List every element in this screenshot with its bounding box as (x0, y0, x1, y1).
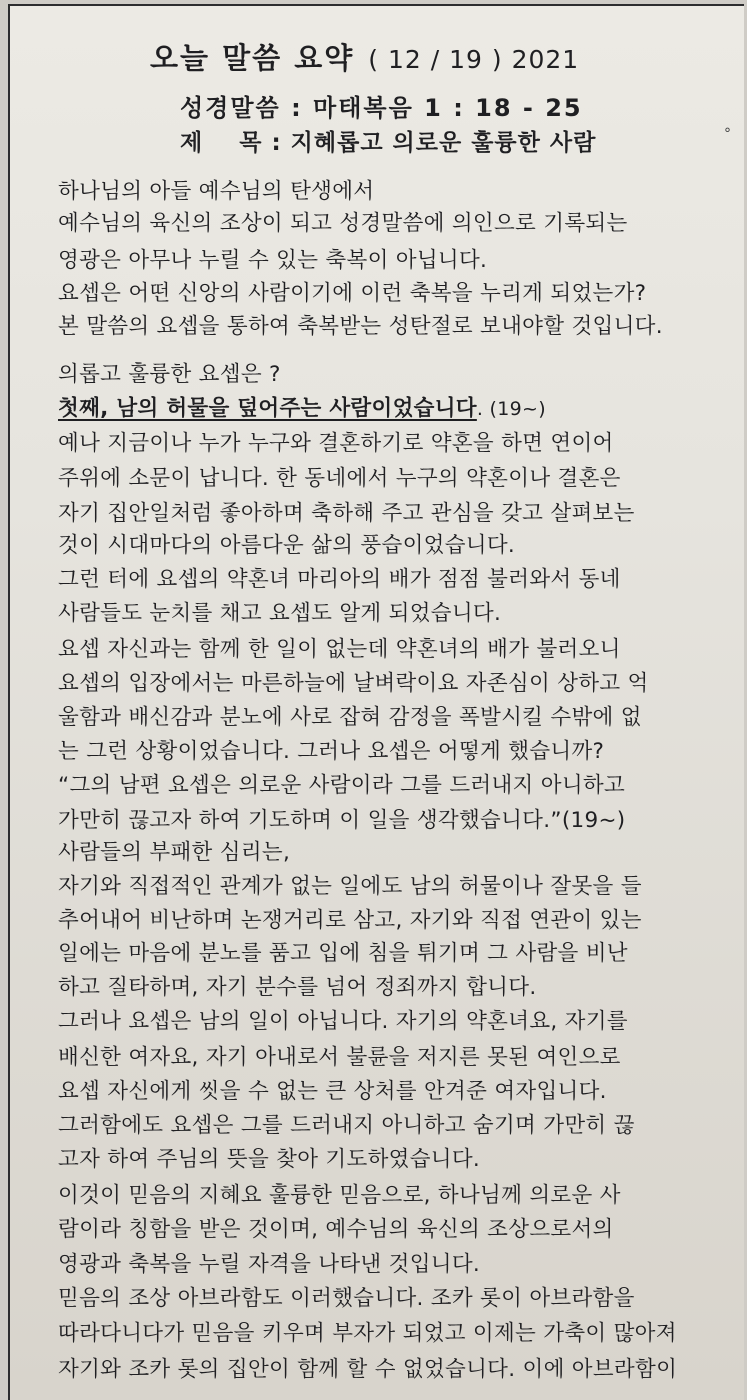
body-line: 믿음의 조상 아브라함도 이러했습니다. 조카 롯이 아브라함을 (58, 1286, 635, 1311)
body-line: 배신한 여자요, 자기 아내로서 불륜을 저지른 못된 여인으로 (58, 1045, 621, 1070)
body-line: 추어내어 비난하며 논쟁거리로 삼고, 자기와 직접 연관이 있는 (58, 908, 642, 933)
body-line: 이것이 믿음의 지혜요 훌륭한 믿음으로, 하나님께 의로운 사 (58, 1183, 621, 1208)
body-line: 자기 집안일처럼 좋아하며 축하해 주고 관심을 갖고 살펴보는 (58, 501, 635, 526)
body-line: 의롭고 훌륭한 요셉은 ? (58, 362, 281, 387)
body-line: 하고 질타하며, 자기 분수를 넘어 정죄까지 합니다. (58, 975, 537, 1000)
body-line: 것이 시대마다의 아름다운 삶의 풍습이었습니다. (58, 533, 516, 558)
body-line: 요셉 자신과는 함께 한 일이 없는데 약혼녀의 배가 불러오니 (58, 637, 621, 662)
body-line: 요셉의 입장에서는 마른하늘에 날벼락이요 자존심이 상하고 억 (58, 671, 649, 696)
body-line: 영광과 축복을 누릴 자격을 나타낸 것입니다. (58, 1252, 481, 1277)
body-line: 가만히 끊고자 하여 기도하며 이 일을 생각했습니다.”(19~) (58, 808, 626, 833)
bible-reference: 성경말씀 : 마태복음 1 : 18 - 25 (180, 94, 583, 122)
first-point-heading: 첫째, 남의 허물을 덮어주는 사람이었습니다 (58, 396, 477, 421)
body-line: 자기와 직접적인 관계가 없는 일에도 남의 허물이나 잘못을 들 (58, 874, 642, 899)
body-line: 본 말씀의 요셉을 통하여 축복받는 성탄절로 보내야할 것입니다. (58, 314, 663, 339)
body-line: 주위에 소문이 납니다. 한 동네에서 누구의 약혼이나 결혼은 (58, 466, 621, 491)
body-line: 사람들의 부패한 심리는, (58, 840, 291, 865)
body-line: 그러나 요셉은 남의 일이 아닙니다. 자기의 약혼녀요, 자기를 (58, 1009, 628, 1034)
body-line: 요셉은 어떤 신앙의 사람이기에 이런 축복을 누리게 되었는가? (58, 281, 647, 306)
body-line (58, 391, 546, 422)
body-line: “그의 남편 요셉은 의로운 사람이라 그를 드러내지 아니하고 (58, 773, 626, 798)
body-line: 하나님의 아들 예수님의 탄생에서 (58, 179, 375, 204)
page-title: 오늘 말씀 요약 (150, 41, 355, 75)
sermon-subject: 제 목 : 지혜롭고 의로운 훌륭한 사람 (180, 130, 597, 156)
title-row (150, 36, 670, 76)
body-line: 예나 지금이나 누가 누구와 결혼하기로 약혼을 하면 연이어 (58, 431, 614, 456)
body-line: 고자 하여 주님의 뜻을 찾아 기도하였습니다. (58, 1147, 481, 1172)
body-line: 그러함에도 요셉은 그를 드러내지 아니하고 숨기며 가만히 끊 (58, 1113, 635, 1138)
pen-mark: ° (724, 126, 731, 142)
body-line: 는 그런 상황이었습니다. 그러나 요셉은 어떻게 했습니까? (58, 739, 605, 764)
body-line: 일에는 마음에 분노를 품고 입에 침을 튀기며 그 사람을 비난 (58, 941, 628, 966)
body-line: 사람들도 눈치를 채고 요셉도 알게 되었습니다. (58, 601, 502, 626)
body-line: 람이라 칭함을 받은 것이며, 예수님의 육신의 조상으로서의 (58, 1217, 614, 1242)
body-line: 그런 터에 요셉의 약혼녀 마리아의 배가 점점 불러와서 동네 (58, 567, 621, 592)
first-point-reference: . (19~) (476, 398, 546, 420)
body-line: 요셉 자신에게 씻을 수 없는 큰 상처를 안겨준 여자입니다. (58, 1079, 607, 1104)
body-line: 따라다니다가 믿음을 키우며 부자가 되었고 이제는 가축이 많아져 (58, 1321, 677, 1346)
body-line: 울함과 배신감과 분노에 사로 잡혀 감정을 폭발시킬 수밖에 없 (58, 705, 642, 730)
sermon-date: ( 12 / 19 ) 2021 (368, 45, 580, 74)
body-line: 자기와 조카 롯의 집안이 함께 할 수 없었습니다. 이에 아브라함이 (58, 1357, 678, 1382)
body-line: 영광은 아무나 누릴 수 있는 축복이 아닙니다. (58, 248, 488, 273)
bulletin-page (8, 4, 744, 1400)
body-line: 예수님의 육신의 조상이 되고 성경말씀에 의인으로 기록되는 (58, 211, 628, 236)
